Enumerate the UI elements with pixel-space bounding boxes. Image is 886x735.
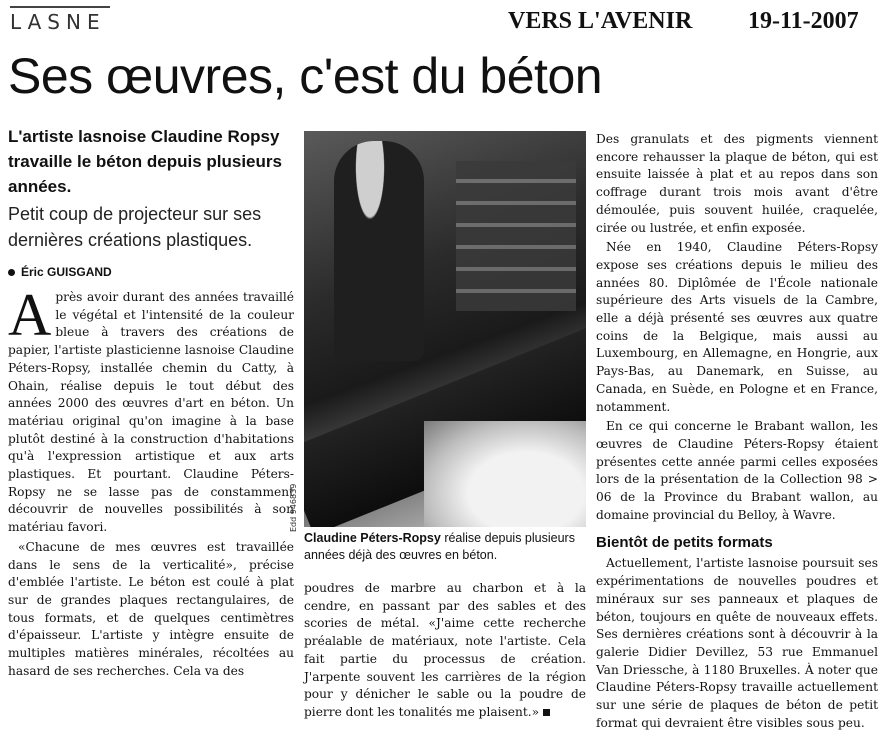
byline: [8, 265, 294, 279]
chapeau-bold: L'artiste lasnoise Claudine Ropsy travaille le béton depuis plusieurs années.: [8, 127, 282, 196]
dropcap: A: [8, 282, 52, 348]
paragraph: Née en 1940, Claudine Péters-Ropsy expose ses créations depuis le milieu des années 80. Diplômée de l'École nationale supérieure des Arts visuels de la Cambre, elle a déjà présenté ses œuvres aux quatre coins de la Belgique, mais aussi au Luxembourg, en Allemagne, en Hongrie, aux Pays-Bas, au Danemark, en Suisse, au Canada, en Suède, en Pologne et en France, notamment.: [596, 240, 878, 414]
subheading: Bientôt de petits formats: [596, 534, 773, 552]
headline: Ses œuvres, c'est du béton: [8, 48, 603, 104]
paragraph: [304, 580, 586, 722]
photo-shelf: [456, 161, 576, 311]
paragraph: En ce qui concerne le Brabant wallon, les œuvres de Claudine Péters-Ropsy étaient présentes cette année parmi celles exposées lors de la présentation de la Collection 98 > 06 de la Province du Brabant wallon, au domaine provincial du Belloy, à Wavre.: [596, 419, 878, 522]
newspaper-name: VERS L'AVENIR: [508, 8, 693, 34]
paragraph: «Chacune de mes œuvres est travaillée dans le sens de la verticalité», précise d'emblée l'artiste. Le béton est coulé à plat sur de grandes plaques rectangulaires, de tous formats, et de quelques centimètres d'épaisseur. L'artiste y intègre ensuite de multiples matières minérales, récoltées au hasard de ses recherches. Cela va des: [8, 539, 294, 678]
end-mark-icon: [543, 709, 550, 716]
section-tag: LASNE: [10, 6, 110, 34]
paragraph: Des granulats et des pigments viennent encore rehausser la plaque de béton, qui est ensuite laissée à plat et au repos dans son coffrage durant trois mois avant d'être démoulée, puis souvent huilée, craquelée, cirée ou lustrée, et enfin exposée.: [596, 132, 878, 235]
chapeau-light: Petit coup de projecteur sur ses dernières créations plastiques.: [8, 204, 262, 250]
column-left: [8, 124, 294, 682]
bullet-icon: [8, 269, 15, 276]
photo-caption: [304, 530, 586, 564]
author-name: Éric GUISGAND: [21, 265, 112, 279]
artist-photo: [304, 131, 586, 527]
page-header: [0, 0, 886, 44]
paragraph: Actuellement, l'artiste lasnoise poursuit ses expérimentations de nouvelles poudres et minéraux sur ses panneaux et plaques de béton, toujours en quête de nouveaux effets. Ses dernières créations sont à découvrir à la galerie Didier Devillez, 53 rue Emmanuel Van Driessche, à 1180 Bruxelles. À noter que Claudine Péters-Ropsy travaille actuellement sur une série de plaques de béton de petit format qui devraient être visibles sous peu.: [596, 556, 878, 730]
column-middle: [304, 580, 586, 724]
photo-credit: Edd 946839: [289, 483, 298, 532]
paragraph-text: près avoir durant des années travaillé le végétal et l'intensité de la couleur bleue à travers des créations de papier, l'artiste plasticienne lasnoise Claudine Péters-Ropsy, installée chemin du Catty, à Ohain, réalise depuis le tout début des années 2000 des œuvres d'art en béton. Un matériau original qu'on imagine à la base plutôt destiné à la construction d'habitations qu'à l'expression artistique et aux arts plastiques. Et pourtant. Claudine Péters-Ropsy ne se lasse pas de constamment découvrir de nouvelles possibilités à son matériau favori.: [8, 290, 294, 535]
paragraph: [8, 282, 294, 537]
column-right: [596, 131, 878, 735]
publication-date: 19-11-2007: [748, 8, 859, 34]
photo-artist-figure: [334, 141, 424, 361]
photo-floor: [424, 421, 586, 527]
caption-name: Claudine Péters-Ropsy: [304, 531, 441, 545]
paragraph-text: poudres de marbre au charbon et à la cendre, en passant par des sables et des scories de métal. «J'aime cette recherche préalable de matériaux, note l'artiste. Cela fait partie du processus de création. J'arpente souvent les carrières de la région pour y dénicher le sable ou la poudre de pierre dont les tonalités me plaisent.»: [304, 581, 586, 719]
caption-text: réalise depuis plusieurs années déjà des œuvres en béton.: [304, 531, 575, 562]
